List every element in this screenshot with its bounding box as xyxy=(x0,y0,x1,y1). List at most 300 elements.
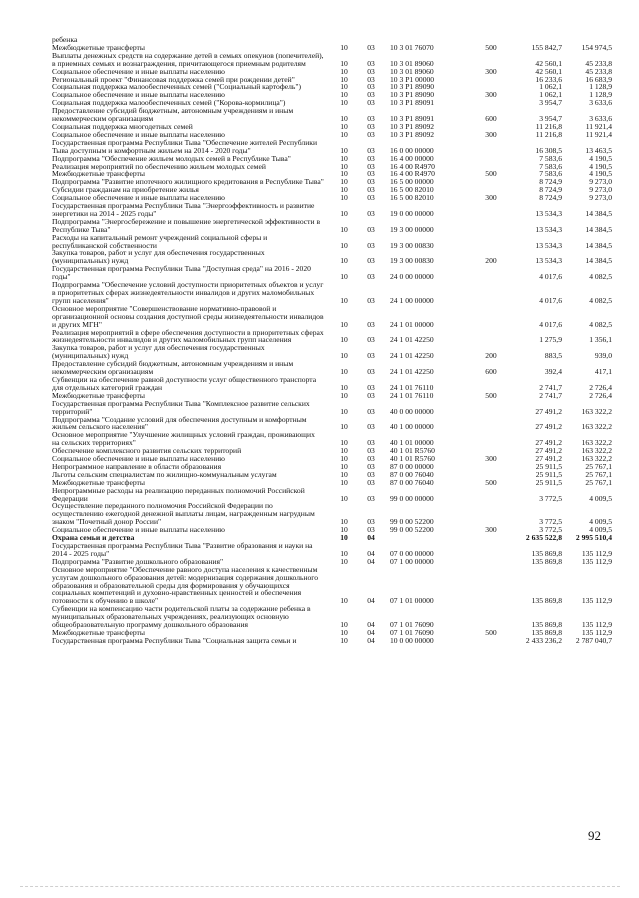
row-name: Региональный проект "Финансовая поддержка семей при рождении детей" xyxy=(52,74,295,84)
row-target-article: 07 1 01 00000 xyxy=(390,596,434,606)
row-target-article: 10 3 01 76070 xyxy=(390,42,434,52)
row-expense-type: 500 xyxy=(485,390,497,400)
row-amount-year-1: 4 017,6 xyxy=(539,319,562,329)
row-subsection: 03 xyxy=(367,224,375,234)
row-subsection: 03 xyxy=(367,461,375,471)
row-name: Закупка товаров, работ и услуг для обеспечения государственных (муниципальных) нужд xyxy=(52,248,265,266)
row-amount-year-1: 27 491,2 xyxy=(535,446,562,456)
row-subsection: 03 xyxy=(367,382,375,392)
row-amount-year-1: 135 869,8 xyxy=(531,556,562,566)
row-name: Субсидии гражданам на приобретение жилья xyxy=(52,185,199,195)
budget-table xyxy=(52,36,612,645)
row-expense-type xyxy=(476,265,506,281)
row-name: Субвенции на обеспечение равной доступности услуг общественного транспорта для отдельных категорий граждан xyxy=(52,374,317,392)
table-row xyxy=(52,107,612,123)
row-target-article: 10 3 P1 00000 xyxy=(390,74,435,84)
row-target-article: 19 3 00 00000 xyxy=(390,224,434,234)
table-row xyxy=(52,400,612,416)
row-section: 10 xyxy=(340,193,348,203)
row-name: Социальное обеспечение и иные выплаты населению xyxy=(52,90,225,100)
row-section: 10 xyxy=(340,169,348,179)
row-subsection: 03 xyxy=(367,208,375,218)
row-target-article: 16 5 00 00000 xyxy=(390,177,434,187)
row-name: Непрограммные расходы на реализацию переданных полномочий Российской Федерации xyxy=(52,485,305,503)
row-section: 10 xyxy=(340,114,348,124)
budget-table-body xyxy=(52,36,612,645)
row-expense-type xyxy=(476,416,506,432)
row-target-article: 40 1 01 00000 xyxy=(390,438,434,448)
row-amount-year-1: 135 869,8 xyxy=(531,596,562,606)
row-subsection: 03 xyxy=(367,153,375,163)
row-expense-type xyxy=(476,202,506,218)
row-amount-year-1: 16 308,5 xyxy=(535,145,562,155)
row-name: Межбюджетные трансферты xyxy=(52,42,145,52)
row-name: Подпрограмма "Развитие ипотечного жилищного кредитования в Республике Тыва" xyxy=(52,177,324,187)
row-subsection: 03 xyxy=(367,477,375,487)
row-section: 10 xyxy=(340,367,348,377)
row-expense-type: 500 xyxy=(485,627,497,637)
row-amount-year-2: 14 384,5 xyxy=(585,208,612,218)
row-amount-year-2: 9 273,0 xyxy=(589,193,612,203)
table-row xyxy=(52,218,612,234)
row-section: 10 xyxy=(340,185,348,195)
row-target-article: 99 0 00 52200 xyxy=(390,517,434,527)
row-section: 10 xyxy=(340,295,348,305)
table-row xyxy=(52,329,612,345)
row-amount-year-1: 13 534,3 xyxy=(535,256,562,266)
row-name: Государственная программа Республики Тыва "Обеспечение жителей Республики Тыва доступным и комфортным жильем на 2014 - 2020 годы" xyxy=(52,137,318,155)
row-expense-type xyxy=(476,281,506,305)
row-name: Основное мероприятие "Обеспечение равного доступа населения к качественным услугам дошкольного образования детей: модернизация содержания дошкольного образования и образовательной среды для формирования у обучающихся социальных компетенций и духовно-нравственных ценностей и обеспечения готовности к обучению в школе" xyxy=(52,564,319,606)
row-amount-year-2: 163 322,2 xyxy=(581,446,612,456)
table-row xyxy=(52,305,612,329)
row-target-article: 24 1 01 76110 xyxy=(390,390,434,400)
row-amount-year-2: 154 974,5 xyxy=(581,42,612,52)
row-name: Межбюджетные трансферты xyxy=(52,627,145,637)
row-section: 10 xyxy=(340,525,348,535)
row-section: 10 xyxy=(340,477,348,487)
row-amount-year-1: 883,5 xyxy=(544,351,562,361)
row-subsection: 03 xyxy=(367,42,375,52)
row-expense-type xyxy=(476,558,506,566)
row-section: 10 xyxy=(340,224,348,234)
row-amount-year-2: 4 190,5 xyxy=(589,161,612,171)
row-name: Государственная программа Республики Тыва "Социальная защита семьи и xyxy=(52,635,297,645)
row-amount-year-1: 7 583,6 xyxy=(539,161,562,171)
row-amount-year-1: 3 772,5 xyxy=(539,517,562,527)
row-name: Государственная программа Республики Тыва "Доступная среда" на 2016 - 2020 годы" xyxy=(52,264,311,282)
row-target-article: 07 1 01 76090 xyxy=(390,627,434,637)
row-name: Закупка товаров, работ и услуг для обеспечения государственных (муниципальных) нужд xyxy=(52,343,265,361)
row-amount-year-2: 3 633,6 xyxy=(589,98,612,108)
scan-edge-line xyxy=(20,886,620,887)
row-target-article: 40 1 00 00000 xyxy=(390,422,434,432)
row-amount-year-1: 135 869,8 xyxy=(531,627,562,637)
row-amount-year-2: 1 128,9 xyxy=(589,90,612,100)
row-amount-year-2: 45 233,8 xyxy=(585,66,612,76)
row-amount-year-1: 2 635 522,8 xyxy=(525,533,562,543)
row-section: 10 xyxy=(340,272,348,282)
row-amount-year-2: 13 463,5 xyxy=(585,145,612,155)
row-expense-type: 300 xyxy=(485,66,497,76)
row-amount-year-2: 14 384,5 xyxy=(585,256,612,266)
row-amount-year-1: 8 724,9 xyxy=(539,193,562,203)
row-target-article: 10 0 00 00000 xyxy=(390,635,434,645)
row-target-article: 24 1 00 00000 xyxy=(390,295,434,305)
row-amount-year-1: 2 741,7 xyxy=(539,382,562,392)
table-row xyxy=(52,52,612,68)
row-section: 10 xyxy=(340,596,348,606)
row-amount-year-2: 135 112,9 xyxy=(581,596,612,606)
row-expense-type xyxy=(476,76,506,84)
row-section: 10 xyxy=(340,493,348,503)
row-name: Основное мероприятие "Улучшение жилищных условий граждан, проживающих на сельских территориях" xyxy=(52,430,315,448)
row-target-article: 07 0 00 00000 xyxy=(390,548,434,558)
table-row xyxy=(52,202,612,218)
row-subsection: 03 xyxy=(367,90,375,100)
row-name: Социальная поддержка малообеспеченных семей ("Корова-кормилица") xyxy=(52,98,286,108)
row-expense-type: 500 xyxy=(485,477,497,487)
row-expense-type: 500 xyxy=(485,42,497,52)
row-amount-year-1: 7 583,6 xyxy=(539,169,562,179)
row-subsection: 03 xyxy=(367,129,375,139)
row-target-article: 10 3 01 89060 xyxy=(390,66,434,76)
row-amount-year-1: 27 491,2 xyxy=(535,422,562,432)
row-expense-type xyxy=(476,52,506,68)
row-target-article: 07 1 00 00000 xyxy=(390,556,434,566)
row-expense-type xyxy=(476,329,506,345)
row-amount-year-1: 3 954,7 xyxy=(539,114,562,124)
row-section: 10 xyxy=(340,42,348,52)
row-amount-year-1: 42 560,1 xyxy=(535,58,562,68)
row-expense-type: 300 xyxy=(485,90,497,100)
row-amount-year-1: 25 911,5 xyxy=(535,469,562,479)
row-expense-type: 200 xyxy=(485,256,497,266)
row-target-article: 24 1 01 76110 xyxy=(390,382,434,392)
row-amount-year-2: 135 112,9 xyxy=(581,548,612,558)
row-section: 10 xyxy=(340,533,348,543)
row-name: Государственная программа Республики Тыва "Развитие образования и науки на 2014 - 2025 годы" xyxy=(52,541,313,558)
row-subsection: 03 xyxy=(367,367,375,377)
row-subsection: 03 xyxy=(367,240,375,250)
row-target-article: 16 0 00 00000 xyxy=(390,145,434,155)
row-section: 10 xyxy=(340,145,348,155)
row-name: Подпрограмма "Создание условий для обеспечения доступным и комфортным жильем сельского населения" xyxy=(52,414,307,432)
row-amount-year-1: 2 433 236,2 xyxy=(525,635,562,645)
row-target-article: 24 0 00 00000 xyxy=(390,272,434,282)
row-section: 10 xyxy=(340,517,348,527)
row-target-article: 19 0 00 00000 xyxy=(390,208,434,218)
row-name: Предоставление субсидий бюджетным, автономным учреждениям и иным некоммерческим организациям xyxy=(52,359,294,377)
row-target-article: 10 3 P1 89092 xyxy=(390,129,435,139)
row-section: 10 xyxy=(340,208,348,218)
row-subsection: 03 xyxy=(367,517,375,527)
row-section: 10 xyxy=(340,98,348,108)
row-subsection: 04 xyxy=(367,548,375,558)
row-subsection: 03 xyxy=(367,98,375,108)
row-subsection: 03 xyxy=(367,406,375,416)
row-amount-year-1: 1 062,1 xyxy=(539,82,562,92)
row-expense-type: 500 xyxy=(485,169,497,179)
row-target-article: 24 1 01 00000 xyxy=(390,319,434,329)
row-expense-type xyxy=(476,542,506,558)
row-amount-year-1: 13 534,3 xyxy=(535,240,562,250)
row-target-article: 10 3 P1 89091 xyxy=(390,98,435,108)
row-amount-year-2: 2 726,4 xyxy=(589,382,612,392)
row-target-article: 24 1 01 42250 xyxy=(390,335,434,345)
row-subsection: 04 xyxy=(367,596,375,606)
row-section: 10 xyxy=(340,177,348,187)
row-amount-year-1: 3 772,5 xyxy=(539,525,562,535)
row-target-article xyxy=(384,534,476,542)
row-subsection: 03 xyxy=(367,82,375,92)
row-name: Социальная поддержка малообеспеченных семей ("Социальный картофель") xyxy=(52,82,301,92)
row-amount-year-2: 939,0 xyxy=(594,351,612,361)
table-row xyxy=(52,416,612,432)
row-name: Реализация мероприятий в сфере обеспечения доступности в приоритетных сферах жизнедеятельности инвалидов и других маломобильных групп населения xyxy=(52,327,324,345)
row-section: 10 xyxy=(340,454,348,464)
row-target-article: 24 1 01 42250 xyxy=(390,351,434,361)
row-expense-type xyxy=(476,502,506,526)
row-target-article: 10 3 P1 89091 xyxy=(390,114,435,124)
row-subsection: 03 xyxy=(367,390,375,400)
row-target-article: 24 1 01 42250 xyxy=(390,367,434,377)
row-amount-year-1: 1 062,1 xyxy=(539,90,562,100)
row-amount-year-1: 135 869,8 xyxy=(531,548,562,558)
row-section: 10 xyxy=(340,446,348,456)
row-amount-year-1: 1 275,9 xyxy=(539,335,562,345)
row-amount-year-1: 42 560,1 xyxy=(535,66,562,76)
row-section: 10 xyxy=(340,153,348,163)
row-amount-year-2: 4 082,5 xyxy=(589,272,612,282)
row-name: Подпрограмма "Обеспечение условий доступности приоритетных объектов и услуг в приоритетных сферах жизнедеятельности инвалидов и других маломобильных групп населения" xyxy=(52,280,324,305)
table-row xyxy=(52,637,612,645)
row-subsection: 04 xyxy=(367,533,375,543)
row-amount-year-1: 25 911,5 xyxy=(535,477,562,487)
row-name: Обеспечение комплексного развития сельских территорий xyxy=(52,446,242,456)
row-name: Социальное обеспечение и иные выплаты населению xyxy=(52,129,225,139)
row-amount-year-2: 3 633,6 xyxy=(589,114,612,124)
row-amount-year-2: 417,1 xyxy=(594,367,612,377)
row-name: Непрограммное направление в области образования xyxy=(52,461,222,471)
row-amount-year-2: 9 273,0 xyxy=(589,185,612,195)
row-amount-year-2: 4 190,5 xyxy=(589,153,612,163)
row-amount-year-1: 25 911,5 xyxy=(535,461,562,471)
row-amount-year-2: 135 112,9 xyxy=(581,627,612,637)
table-row xyxy=(52,234,612,250)
row-subsection: 03 xyxy=(367,193,375,203)
row-amount-year-2: 4 009,5 xyxy=(589,517,612,527)
row-name: Основное мероприятие "Совершенствование нормативно-правовой и организационной основы создания доступной среды жизнедеятельности инвалидов и других МГН" xyxy=(52,303,324,329)
row-amount-year-2: 45 233,8 xyxy=(585,58,612,68)
row-subsection: 04 xyxy=(367,620,375,630)
row-expense-type xyxy=(476,487,506,503)
row-amount-year-1: 7 583,6 xyxy=(539,153,562,163)
row-name: Расходы на капитальный ремонт учреждений социальной сферы и республиканской собственности xyxy=(52,232,268,250)
row-section: 10 xyxy=(340,58,348,68)
page-number: 92 xyxy=(588,828,601,843)
row-subsection: 03 xyxy=(367,66,375,76)
row-amount-year-1: 2 741,7 xyxy=(539,390,562,400)
row-expense-type: 300 xyxy=(485,129,497,139)
row-expense-type xyxy=(476,431,506,447)
row-section: 10 xyxy=(340,351,348,361)
row-target-article: 87 0 00 76040 xyxy=(390,469,434,479)
row-amount-year-2: 4 082,5 xyxy=(589,295,612,305)
row-section: 10 xyxy=(340,335,348,345)
row-amount-year-2: 4 009,5 xyxy=(589,525,612,535)
row-section: 10 xyxy=(340,129,348,139)
table-row xyxy=(52,376,612,392)
row-name: Субвенции на компенсацию части родительской платы за содержание ребенка в муниципальных образовательных учреждениях, реализующих основную общеобразовательную программу дошкольного образования xyxy=(52,604,311,630)
row-subsection: 03 xyxy=(367,256,375,266)
row-target-article: 99 0 00 00000 xyxy=(390,493,434,503)
row-amount-year-2: 14 384,5 xyxy=(585,224,612,234)
table-row xyxy=(52,566,612,606)
row-target-article: 19 3 00 00830 xyxy=(390,256,434,266)
row-section: 10 xyxy=(340,635,348,645)
row-subsection: 03 xyxy=(367,272,375,282)
row-target-article: 99 0 00 52200 xyxy=(390,525,434,535)
row-subsection: 03 xyxy=(367,161,375,171)
row-amount-year-2: 4 190,5 xyxy=(589,169,612,179)
row-amount-year-1: 8 724,9 xyxy=(539,185,562,195)
row-section: 10 xyxy=(340,82,348,92)
row-expense-type xyxy=(476,463,506,471)
row-target-article: 40 1 01 R5760 xyxy=(390,446,435,456)
row-amount-year-2: 9 273,0 xyxy=(589,177,612,187)
row-amount-year-2: 2 726,4 xyxy=(589,390,612,400)
row-amount-year-2: 4 009,5 xyxy=(589,493,612,503)
row-amount-year-2: 1 356,1 xyxy=(589,335,612,345)
row-amount-year-2: 1 128,9 xyxy=(589,82,612,92)
row-target-article: 87 0 00 76040 xyxy=(390,477,434,487)
row-amount-year-2: 2 787 040,7 xyxy=(575,635,612,645)
row-name: Государственная программа Республики Тыва "Комплексное развитие сельских территорий" xyxy=(52,398,310,416)
row-name: Социальное обеспечение и иные выплаты населению xyxy=(52,66,225,76)
row-target-article: 16 4 00 R4970 xyxy=(390,169,435,179)
row-subsection: 03 xyxy=(367,58,375,68)
row-section: 10 xyxy=(340,406,348,416)
row-amount-year-1: 27 491,2 xyxy=(535,406,562,416)
row-name: Льготы сельским специалистам по жилищно-коммунальным услугам xyxy=(52,469,277,479)
row-amount-year-1: 27 491,2 xyxy=(535,438,562,448)
table-row xyxy=(52,431,612,447)
row-name: Подпрограмма "Энергосбережение и повышение энергетической эффективности в Республике Тыва" xyxy=(52,216,321,234)
row-subsection: 03 xyxy=(367,454,375,464)
row-amount-year-2: 25 767,1 xyxy=(585,461,612,471)
row-section: 10 xyxy=(340,627,348,637)
row-amount-year-1: 27 491,2 xyxy=(535,454,562,464)
row-subsection: 04 xyxy=(367,627,375,637)
row-amount-year-1: 13 534,3 xyxy=(535,224,562,234)
row-expense-type xyxy=(476,566,506,606)
row-name: ребенка xyxy=(52,35,78,44)
row-target-article: 19 3 00 00830 xyxy=(390,240,434,250)
row-section: 10 xyxy=(340,469,348,479)
row-subsection: 03 xyxy=(367,469,375,479)
row-amount-year-2: 135 112,9 xyxy=(581,620,612,630)
row-name: Межбюджетные трансферты xyxy=(52,169,145,179)
table-row xyxy=(52,139,612,155)
row-subsection: 04 xyxy=(367,556,375,566)
row-expense-type xyxy=(476,305,506,329)
row-name: Подпрограмма "Обеспечение жильем молодых семей в Республике Тыва" xyxy=(52,153,291,163)
row-target-article: 10 3 P1 89090 xyxy=(390,90,435,100)
table-row xyxy=(52,502,612,526)
row-subsection: 03 xyxy=(367,185,375,195)
table-row xyxy=(52,360,612,376)
row-amount-year-2: 25 767,1 xyxy=(585,469,612,479)
row-subsection: 03 xyxy=(367,145,375,155)
table-row xyxy=(52,265,612,281)
row-amount-year-1: 392,4 xyxy=(544,367,562,377)
table-row xyxy=(52,605,612,629)
row-name: Осуществление переданного полномочия Российской Федерации по осуществлению ежегодной денежной выплаты лицам, награжденным нагрудным знаком "Почетный донор России" xyxy=(52,501,315,527)
row-section: 10 xyxy=(340,422,348,432)
row-name: Реализация мероприятий по обеспечению жильем молодых семей xyxy=(52,161,266,171)
row-amount-year-2: 14 384,5 xyxy=(585,240,612,250)
row-amount-year-2: 16 683,9 xyxy=(585,74,612,84)
row-amount-year-2: 163 322,2 xyxy=(581,406,612,416)
row-section: 10 xyxy=(340,556,348,566)
row-section: 10 xyxy=(340,74,348,84)
row-expense-type xyxy=(476,234,506,250)
row-subsection: 03 xyxy=(367,446,375,456)
row-section: 10 xyxy=(340,240,348,250)
row-section: 10 xyxy=(340,438,348,448)
row-section: 10 xyxy=(340,461,348,471)
row-expense-type: 200 xyxy=(485,351,497,361)
budget-document xyxy=(52,36,612,645)
row-expense-type xyxy=(476,376,506,392)
row-section: 10 xyxy=(340,620,348,630)
row-subsection: 03 xyxy=(367,295,375,305)
row-name: Предоставление субсидий бюджетным, автономным учреждениям и иным некоммерческим организациям xyxy=(52,106,294,124)
row-target-article: 10 3 P1 89090 xyxy=(390,82,435,92)
row-subsection: 03 xyxy=(367,438,375,448)
row-subsection: 03 xyxy=(367,121,375,131)
row-amount-year-1: 11 216,8 xyxy=(535,129,562,139)
row-subsection: 03 xyxy=(367,319,375,329)
row-subsection: 03 xyxy=(367,335,375,345)
row-amount-year-1: 155 842,7 xyxy=(531,42,562,52)
row-amount-year-1: 13 534,3 xyxy=(535,208,562,218)
row-subsection: 03 xyxy=(367,74,375,84)
row-amount-year-2: 2 995 510,4 xyxy=(575,533,612,543)
row-target-article: 16 5 00 82010 xyxy=(390,185,434,195)
row-section: 10 xyxy=(340,390,348,400)
row-amount-year-2: 163 322,2 xyxy=(581,454,612,464)
row-name: Подпрограмма "Развитие дошкольного образования" xyxy=(52,556,224,566)
row-amount-year-1: 4 017,6 xyxy=(539,295,562,305)
table-row xyxy=(52,281,612,305)
row-expense-type: 300 xyxy=(485,525,497,535)
row-target-article: 10 3 01 89060 xyxy=(390,58,434,68)
row-amount-year-2: 135 112,9 xyxy=(581,556,612,566)
row-section: 10 xyxy=(340,66,348,76)
row-section: 10 xyxy=(340,90,348,100)
row-amount-year-1: 3 772,5 xyxy=(539,493,562,503)
row-amount-year-2: 11 921,4 xyxy=(585,129,612,139)
row-subsection: 03 xyxy=(367,177,375,187)
row-expense-type xyxy=(476,400,506,416)
row-expense-type xyxy=(476,534,506,542)
row-expense-type xyxy=(476,155,506,163)
row-expense-type: 300 xyxy=(485,193,497,203)
row-target-article: 16 5 00 82010 xyxy=(390,193,434,203)
table-row xyxy=(52,249,612,265)
